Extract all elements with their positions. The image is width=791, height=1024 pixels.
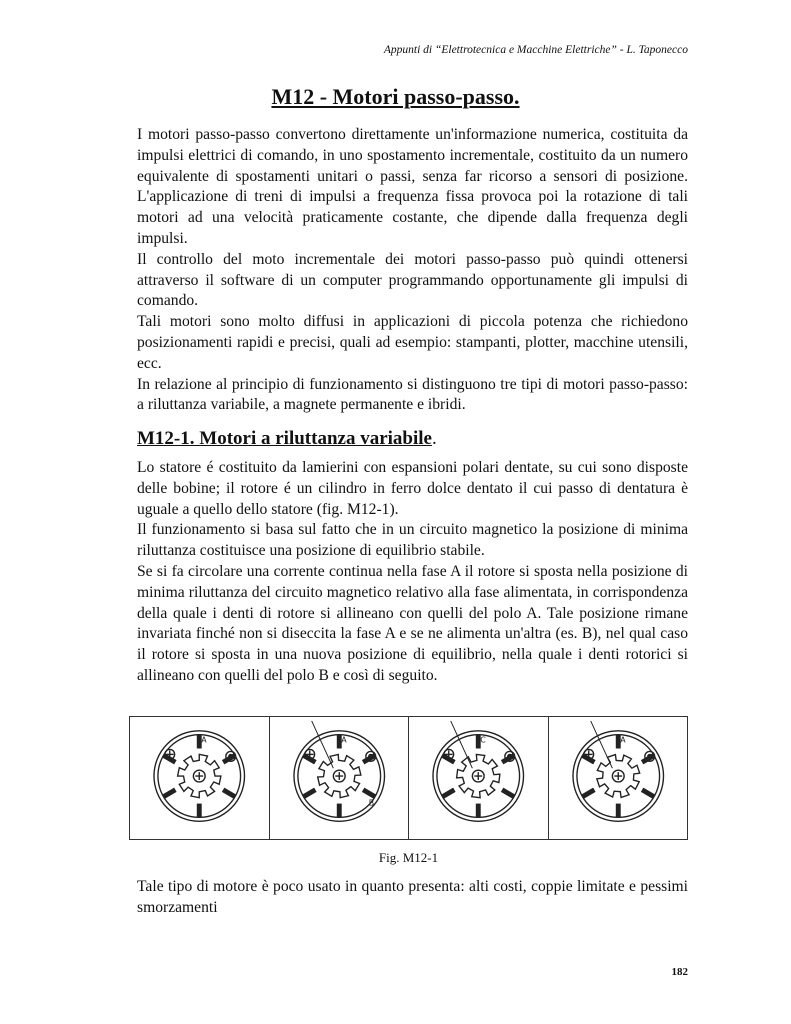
coil-dot bbox=[647, 754, 651, 758]
phase-label: B bbox=[368, 798, 374, 808]
intro-text bbox=[137, 125, 688, 416]
paragraph: Se si fa circolare una corrente continua nella fase A il rotore si sposta nella posizione di minima riluttanza del circuito magnetico relativo alla fase alimentata, in corrispondenza della quale i denti di rotore si allineano con quelli del polo A. Tale posizione rimane invariata finché non si diseccita la fase A e se ne alimenta un'altra (es. B), nel qual caso il rotore si sposta in una nuova posizione di equilibrio, nella quale i denti rotorici si allineano con quelli del polo B e così di seguito. bbox=[137, 562, 688, 684]
paragraph: Tali motori sono molto diffusi in applicazioni di piccola potenza che richiedono posizionamenti rapidi e precisi, quali ad esempio: stampanti, plotter, macchine utensili, ecc. bbox=[137, 313, 688, 372]
paragraph: In relazione al principio di funzionamento si distinguono tre tipi di motori passo-passo: a riluttanza variabile, a magnete permanente e ibridi. bbox=[137, 375, 688, 414]
stator-pole bbox=[642, 790, 654, 797]
section-body bbox=[137, 458, 688, 687]
paragraph: I motori passo-passo convertono direttamente un'informazione numerica, costituita da impulsi elettrici di comando, in uno spostamento incrementale, costituito da un numero equivalente di spostamenti unitari o passi, senza far ricorso a sensori di posizione. L'applicazione di treni di impulsi a frequenza fissa provoca poi la rotazione di tali motori ad una velocità praticamente costante, che dipende dalla frequenza degli impulsi. bbox=[137, 126, 688, 247]
section-title: M12-1. Motori a riluttanza variabile bbox=[137, 428, 432, 449]
paragraph: Tale tipo di motore è poco usato in quanto presenta: alti costi, coppie limitate e pessimi smorzamenti bbox=[137, 878, 688, 916]
motor-diagram bbox=[270, 717, 409, 839]
motor-diagram-panel bbox=[409, 717, 549, 839]
paragraph: Il controllo del moto incrementale dei motori passo-passo può quindi ottenersi attraverso il software di un computer programmando opportunamente gli impulsi di comando. bbox=[137, 250, 688, 310]
motor-diagram-panel bbox=[549, 717, 688, 839]
motor-diagram-panel bbox=[270, 717, 410, 839]
phase-label: C bbox=[480, 735, 486, 745]
figure-motor-diagrams bbox=[129, 716, 688, 840]
closing-text bbox=[137, 877, 688, 919]
coil-dot bbox=[368, 754, 372, 758]
stator-pole bbox=[163, 790, 175, 797]
coil-dot bbox=[229, 754, 233, 758]
motor-diagram bbox=[409, 717, 548, 839]
paragraph: Il funzionamento si basa sul fatto che in un circuito magnetico la posizione di minima riluttanza costituisce una posizione di equilibrio stabile. bbox=[137, 521, 688, 560]
running-header: Appunti di “Elettrotecnica e Macchine Elettriche” - L. Taponecco bbox=[383, 44, 688, 56]
page-number: 182 bbox=[671, 966, 688, 978]
stator-pole bbox=[363, 790, 375, 797]
figure-caption: Fig. M12-1 bbox=[378, 850, 439, 865]
phase-label: A bbox=[340, 735, 347, 745]
phase-label: A bbox=[619, 735, 626, 745]
phase-label: A bbox=[201, 735, 207, 745]
coil-dot bbox=[508, 754, 512, 758]
paragraph: Lo statore é costituito da lamierini con espansioni polari dentate, su cui sono disposte delle bobine; il rotore é un cilindro in ferro dolce dentato il cui passo di dentatura è uguale a quello dello statore (fig. M12-1). bbox=[137, 459, 688, 518]
stator-pole bbox=[303, 790, 315, 797]
section-heading bbox=[137, 428, 437, 450]
motor-diagram-panel bbox=[130, 717, 270, 839]
stator-pole bbox=[582, 790, 594, 797]
section-trailing: . bbox=[431, 428, 437, 449]
motor-diagram bbox=[130, 717, 269, 839]
stator-pole bbox=[442, 790, 454, 797]
page-title: M12 - Motori passo-passo. bbox=[271, 84, 520, 109]
motor-diagram bbox=[549, 717, 688, 839]
stator-pole bbox=[223, 790, 235, 797]
stator-pole bbox=[502, 790, 514, 797]
